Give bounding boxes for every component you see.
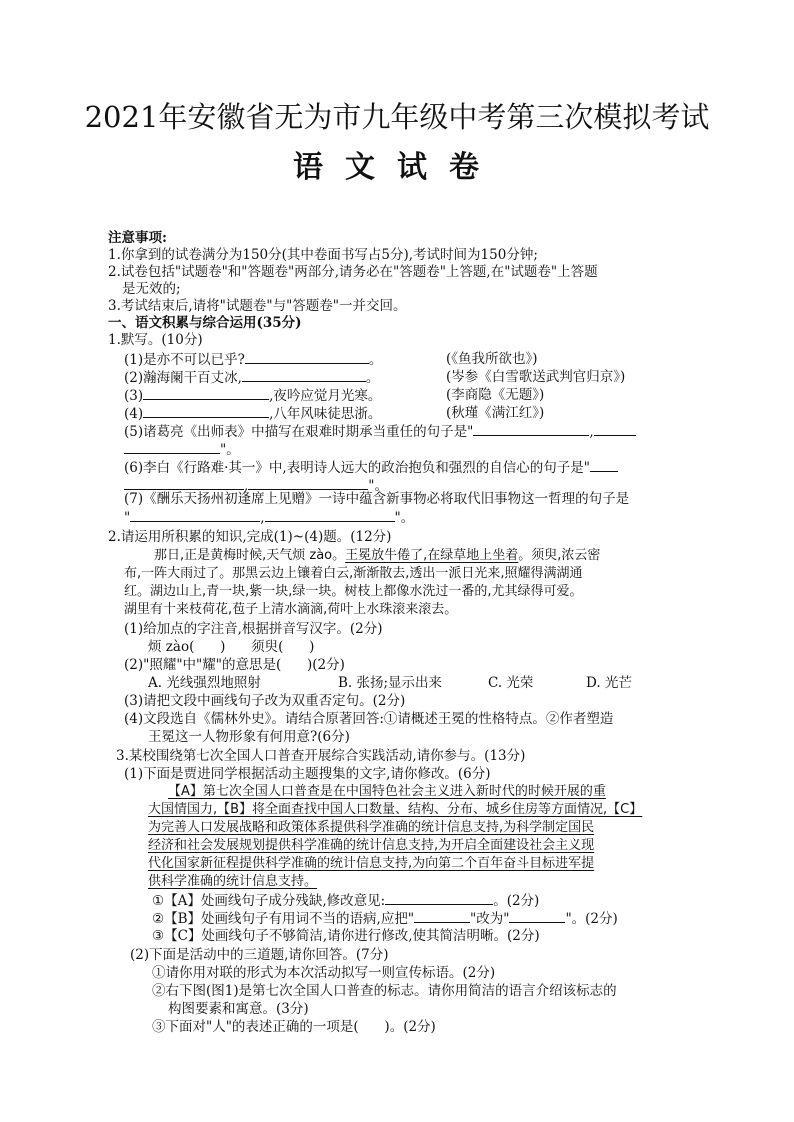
recitation-text: (7)《酬乐天扬州初逢席上见赠》一诗中蕴含新事物必将取代旧事物这一哲理的句子是 xyxy=(124,491,630,507)
exam-title: 2021年安徽省无为市九年级中考第三次模拟考试 xyxy=(84,100,710,134)
passage-line: 代化国家新征程提供科学准确的统计信息支持,为向第二个百年奋斗目标进军提 xyxy=(148,856,595,871)
answer-blank xyxy=(242,368,366,382)
passage-line: 为完善人口发展战略和政策体系提供科学准确的统计信息支持,为科学制定国民 xyxy=(148,820,595,835)
sub-question: ①请你用对联的形式为本次活动拟写一则宣传标语。(2分) xyxy=(152,965,496,981)
sub-question: (3)请把文段中画线句子改为双重否定句。(2分) xyxy=(124,693,406,709)
underlined-sentence: 王冕放牛倦了,在绿草地上坐着 xyxy=(345,548,519,563)
answer-blank xyxy=(143,386,269,400)
recitation-line: " , "。 xyxy=(124,510,415,526)
recitation-text: (1)是亦不可以已乎? xyxy=(124,352,245,368)
exam-subtitle: 语文试卷 xyxy=(293,150,501,185)
sub-question: ②【B】处画线句子有用词不当的语病,应把" "改为" "。(2分) xyxy=(152,911,618,927)
recitation-line: (4) ,八年风味徒思浙。 xyxy=(124,406,382,422)
answer-blank xyxy=(124,476,244,490)
recitation-text: (3) xyxy=(124,388,144,404)
sub-question: ①【A】处画线句子成分残缺,修改意见: 。(2分) xyxy=(152,893,540,909)
answer-blank xyxy=(385,891,493,905)
passage-line: 湖里有十来枝荷花,苞子上清水滴滴,荷叶上水珠滚来滚去。 xyxy=(124,602,458,617)
passage-line: 红。湖边山上,青一块,紫一块,绿一块。树枝上都像水洗过一番的,尤其绿得可爱。 xyxy=(124,584,583,599)
answer-blank xyxy=(143,404,269,418)
sub-question: (1)下面是贾进同学根据活动主题搜集的文字,请你修改。(6分) xyxy=(124,766,491,782)
recitation-line: (5)诸葛亮《出师表》中描写在艰难时期承当重任的句子是" , xyxy=(124,422,636,441)
recitation-line xyxy=(124,458,618,477)
answer-blank xyxy=(509,909,565,923)
answer-blank xyxy=(590,458,618,472)
sub-question: (2)"照耀"中"耀"的意思是( )(2分) xyxy=(124,657,345,673)
answer-blank xyxy=(245,350,369,364)
option-b: B. 张扬;显示出来 xyxy=(338,675,443,691)
notice-item: 1.你拿到的试卷满分为150分(其中卷面书写占5分),考试时间为150分钟; xyxy=(108,247,538,263)
sub-question: (1)给加点的字注音,根据拼音写汉字。(2分) xyxy=(124,621,383,637)
answer-blank xyxy=(124,440,220,454)
passage-line: 布,一阵大雨过了。那黑云边上镶着白云,渐渐散去,透出一派日光来,照耀得满湖通 xyxy=(124,566,583,581)
option-c: C. 光荣 xyxy=(488,675,534,691)
passage-line: 供科学准确的统计信息支持。 xyxy=(148,874,318,889)
poem-source: (岑参《白雪歌送武判官归京》) xyxy=(446,369,626,385)
sub-question: (2)下面是活动中的三道题,请你回答。(7分) xyxy=(130,947,389,963)
pinyin-blanks: 烦 zào( ) 须臾( ) xyxy=(148,639,315,655)
answer-blank xyxy=(473,422,589,436)
recitation-line: (2)瀚海阑干百丈冰, 。 xyxy=(124,370,380,386)
notice-item: 是无效的; xyxy=(122,281,181,297)
recitation-text: (2)瀚海阑干百丈冰, xyxy=(124,370,242,386)
sub-question: 王冕这一人物形象有何用意?(6分) xyxy=(148,729,350,745)
recitation-line: "。 xyxy=(124,440,240,459)
answer-blank xyxy=(414,909,470,923)
sub-question: ③下面对"人"的表述正确的一项是( )。(2分) xyxy=(152,1019,436,1035)
poem-source: (秋瑾《满江红》) xyxy=(446,405,545,421)
option-a: A. 光线强烈地照射 xyxy=(148,675,261,691)
recitation-line: (1)是亦不可以已乎? 。 xyxy=(124,352,383,368)
sub-question: ②右下图(图1)是第七次全国人口普查的标志。请你用简洁的语言介绍该标志的 xyxy=(152,983,617,999)
recitation-text: (6)李白《行路难·其一》中,表明诗人远大的政治抱负和强烈的自信心的句子是" xyxy=(124,460,590,476)
option-d: D. 光芒 xyxy=(586,675,632,691)
passage-line: 【A】第七次全国人口普查是在中国特色社会主义进入新时代的时候开展的重 xyxy=(168,784,606,799)
passage-line: 大国情国力,【B】将全面查找中国人口数量、结构、分布、城乡住房等方面情况,【C】 xyxy=(148,802,643,817)
notice-heading: 注意事项: xyxy=(108,230,167,246)
passage-line: 那日,正是黄梅时候,天气烦 zào。王冕放牛倦了,在绿草地上坐着。须臾,浓云密 xyxy=(154,548,601,563)
question-title: 3.某校围绕第七次全国人口普查开展综合实践活动,请你参与。(13分) xyxy=(116,748,526,764)
recitation-text: (5)诸葛亮《出师表》中描写在艰难时期承当重任的句子是" xyxy=(124,424,474,440)
answer-blank xyxy=(594,422,636,436)
question-title: 2.请运用所积累的知识,完成(1)~(4)题。(12分) xyxy=(108,529,392,545)
recitation-text: (4) xyxy=(124,406,144,422)
section-heading: 一、语文积累与综合运用(35分) xyxy=(108,315,302,331)
sub-question: (4)文段选自《儒林外史》。请结合原著回答:①请概述王冕的性格特点。②作者塑造 xyxy=(124,711,614,727)
poem-source: (李商隐《无题》) xyxy=(446,387,545,403)
question-title: 1.默写。(10分) xyxy=(108,332,203,348)
answer-blank xyxy=(130,508,260,522)
recitation-line: (3) ,夜吟应觉月光寒。 xyxy=(124,388,382,404)
poem-source: (《鱼我所欲也》) xyxy=(446,351,538,367)
recitation-line: , "。 xyxy=(124,476,388,495)
notice-item: 2.试卷包括"试题卷"和"答题卷"两部分,请务必在"答题卷"上答题,在"试题卷"上答题 xyxy=(108,264,598,280)
notice-item: 3.考试结束后,请将"试题卷"与"答题卷"一并交回。 xyxy=(108,298,407,314)
sub-question: 构图要素和寓意。(3分) xyxy=(168,1001,309,1017)
answer-blank xyxy=(265,508,395,522)
passage-line: 经济和社会发展规划提供科学准确的统计信息支持,为开启全面建设社会主义现 xyxy=(148,838,595,853)
answer-blank xyxy=(248,476,368,490)
sub-question: ③【C】处画线句子不够简洁,请你进行修改,使其简洁明晰。(2分) xyxy=(152,928,540,944)
